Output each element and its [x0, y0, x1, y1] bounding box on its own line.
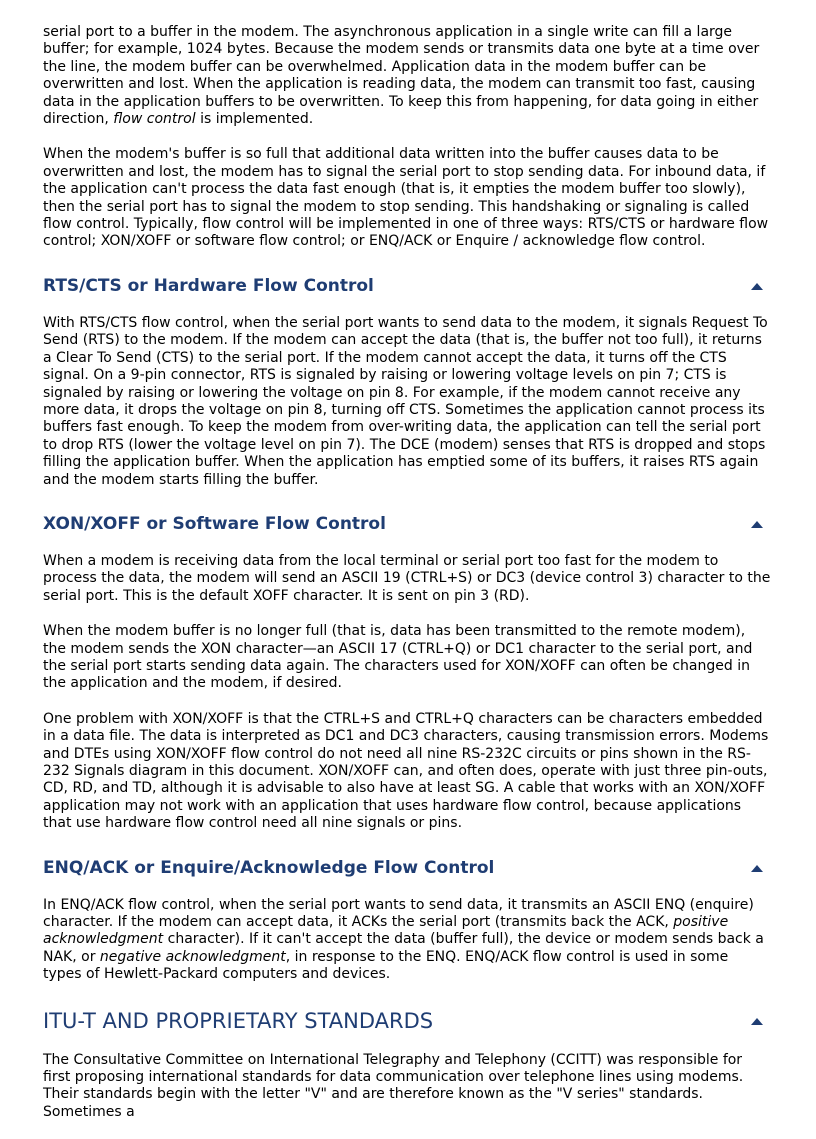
enq-text-a: In ENQ/ACK flow control, when the serial port wants to send data, it transmits an ASCII ENQ (enquire) character. If the modem can accept data, it ACKs the serial port (transmits back the ACK,: [43, 896, 754, 931]
itu-paragraph-1: The Consultative Committee on International Telegraphy and Telephony (CCITT) was responsible for first proposing international standards for data communication over telephone lines using modems. Their standards begin with the letter "V" and are therefore known as the "V series" standards. Sometimes a: [43, 1051, 744, 1120]
xon-paragraph-1: When a modem is receiving data from the local terminal or serial port too fast for the modem to process the data, the modem will send an ASCII 19 (CTRL+S) or DC3 (device control 3) character to the serial port. This is the default XOFF character. It is sent on pin 3 (RD).: [43, 552, 771, 604]
xon-heading: XON/XOFF or Software Flow Control: [43, 513, 386, 534]
xon-paragraph-2: When the modem buffer is no longer full (that is, data has been transmitted to the remote modem), the modem sends the XON character—an ASCII 17 (CTRL+Q) or DC1 character to the serial port, and the serial port starts sending data again. The characters used for XON/XOFF can often be changed in the application and the modem, if desired.: [43, 623, 753, 692]
rts-heading-row: [43, 275, 771, 297]
back-to-top-icon[interactable]: [751, 865, 763, 872]
enq-heading: ENQ/ACK or Enquire/Acknowledge Flow Control: [43, 857, 495, 878]
back-to-top-icon[interactable]: [751, 283, 763, 290]
enq-text-b: character). If it can't accept the data (buffer full), the device or modem sends back a NAK, or: [43, 931, 764, 965]
rts-heading: RTS/CTS or Hardware Flow Control: [43, 275, 374, 296]
back-to-top-icon[interactable]: [751, 521, 763, 528]
enq-heading-row: [43, 857, 771, 879]
intro-text-1-emphasis: flow control: [113, 111, 196, 128]
enq-text-emphasis-1: positive acknowledgment: [43, 914, 729, 948]
enq-paragraph-1: [43, 897, 771, 984]
intro-text-1b: is implemented.: [195, 111, 314, 128]
enq-text-c: , in response to the ENQ. ENQ/ACK flow control is used in some types of Hewlett-Packard computers and devices.: [43, 948, 729, 983]
document-page: [43, 24, 771, 1139]
itu-heading: ITU-T AND PROPRIETARY STANDARDS: [43, 1008, 434, 1033]
xon-heading-row: [43, 513, 771, 535]
intro-text-1a: serial port to a buffer in the modem. The asynchronous application in a single write can fill a large buffer; for example, 1024 bytes. Because the modem sends or transmits data one byte at a time over the line, the modem buffer can be overwhelmed. Application data in the modem buffer can be overwritten and lost. When the application is reading data, the modem can transmit too fast, causing data in the application buffers to be overwritten. To keep this from happening, for data going in either direction,: [43, 24, 760, 128]
back-to-top-icon[interactable]: [751, 1018, 763, 1025]
rts-paragraph-1: With RTS/CTS flow control, when the serial port wants to send data to the modem, it signals Request To Send (RTS) to the modem. If the modem can accept the data (that is, the buffer not too full), it returns a Clear To Send (CTS) to the serial port. If the modem cannot accept the data, it turns off the CTS signal. On a 9-pin connector, RTS is signaled by raising or lowering voltage levels on pin 7; CTS is signaled by raising or lowering the voltage on pin 8. For example, if the modem cannot receive any more data, it drops the voltage on pin 8, turning off CTS. Sometimes the application cannot process its buffers fast enough. To keep the modem from over-writing data, the application can tell the serial port to drop RTS (lower the voltage level on pin 7). The DCE (modem) senses that RTS is dropped and stops filling the application buffer. When the application has emptied some of its buffers, it raises RTS again and the modem starts filling the buffer.: [43, 314, 768, 488]
intro-paragraph-2: When the modem's buffer is so full that additional data written into the buffer causes data to be overwritten and lost, the modem has to signal the serial port to stop sending data. For inbound data, if the application can't process the data fast enough (that is, it empties the modem buffer too slowly), then the serial port has to signal the modem to stop sending. This handshaking or signaling is called flow control. Typically, flow control will be implemented in one of three ways: RTS/CTS or hardware flow control; XON/XOFF or software flow control; or ENQ/ACK or Enquire / acknowledge flow control.: [43, 146, 769, 250]
xon-paragraph-3: One problem with XON/XOFF is that the CTRL+S and CTRL+Q characters can be characters embedded in a data file. The data is interpreted as DC1 and DC3 characters, causing transmission errors. Modems and DTEs using XON/XOFF flow control do not need all nine RS-232C circuits or pins shown in the RS-232 Signals diagram in this document. XON/XOFF can, and often does, operate with just three pin-outs, CD, RD, and TD, although it is advisable to also have at least SG. A cable that works with an XON/XOFF application may not work with an application that uses hardware flow control, because applications that use hardware flow control need all nine signals or pins.: [43, 710, 769, 832]
itu-heading-row: [43, 1008, 771, 1034]
intro-paragraph-1: [43, 24, 771, 128]
enq-text-emphasis-2: negative acknowledgment: [99, 948, 286, 965]
